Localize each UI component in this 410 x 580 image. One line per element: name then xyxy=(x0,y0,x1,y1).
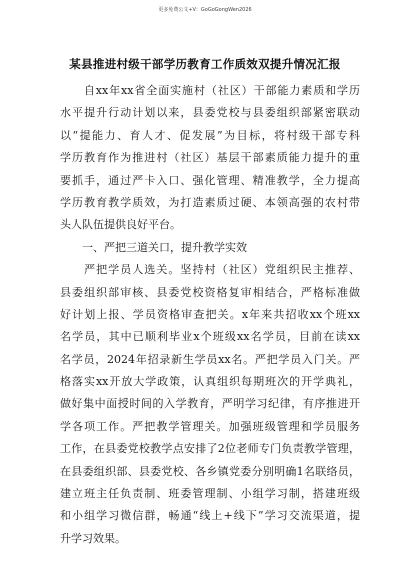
body-line: 学历教育作为推进村（社区）基层干部素质能力提升的重 xyxy=(60,151,360,165)
body-line: 升学习效果。 xyxy=(60,531,126,545)
body-line: 好计划上报、学员资格审查把关。x年来共招收xx个班xx xyxy=(60,307,360,321)
document-title: 某县推进村级干部学历教育工作质效双提升情况汇报 xyxy=(69,57,341,71)
body-line: 学各项工作。严把教学管理关。加强班级管理和学员服务 xyxy=(60,419,360,433)
body-line: 名学员，其中已顺利毕业x个班级xx名学员，目前在读xx xyxy=(60,330,360,344)
body-line: 水平提升行动计划以来，县委党校与县委组织部紧密联动 xyxy=(60,106,360,120)
body-line: 严把学员人选关。坚持村（社区）党组织民主推荐、 xyxy=(60,263,360,277)
body-line: 格落实xx开放大学政策，认真组织每期班次的开学典礼， xyxy=(60,375,360,389)
body-line: 自xx年xx省全面实施村（社区）干部能力素质和学历 xyxy=(60,84,360,97)
header-note: 更多免费公文+V：GoGoGongWen2026 xyxy=(158,7,252,13)
body-line: 以“提能力、育人才、促发展”为目标，将村级干部专科 xyxy=(60,128,360,142)
body-line: 工作，在县委党校教学点安排了2位老师专门负责教学管理， xyxy=(60,442,360,456)
body-line: 和小组学习微信群，畅通“线上+线下”学习交流渠道，提 xyxy=(60,509,360,523)
body-line: 做好集中面授时间的入学教育，严明学习纪律，有序推进开 xyxy=(60,397,360,411)
body-line: 要抓手，通过严卡入口、强化管理、精准教学，全力提高 xyxy=(60,173,360,187)
body-line: 在县委组织部、县委党校、各乡镇党委分别明确1名联络员， xyxy=(60,464,360,478)
body-line: 名学员，2024年招录新生学员xx名。严把学员入门关。严 xyxy=(60,352,360,366)
document-body xyxy=(60,80,360,550)
body-line: 县委组织部审核、县委党校资格复审相结合，严格标准做 xyxy=(60,285,360,299)
body-line: 学历教育教学质效，为打造素质过硬、本领高强的农村带 xyxy=(60,195,360,209)
body-line: 一、严把三道关口，提升教学实效 xyxy=(60,240,247,254)
body-line: 建立班主任负责制、班委管理制、小组学习制，搭建班级 xyxy=(60,487,360,501)
body-line: 头人队伍提供良好平台。 xyxy=(60,218,181,232)
